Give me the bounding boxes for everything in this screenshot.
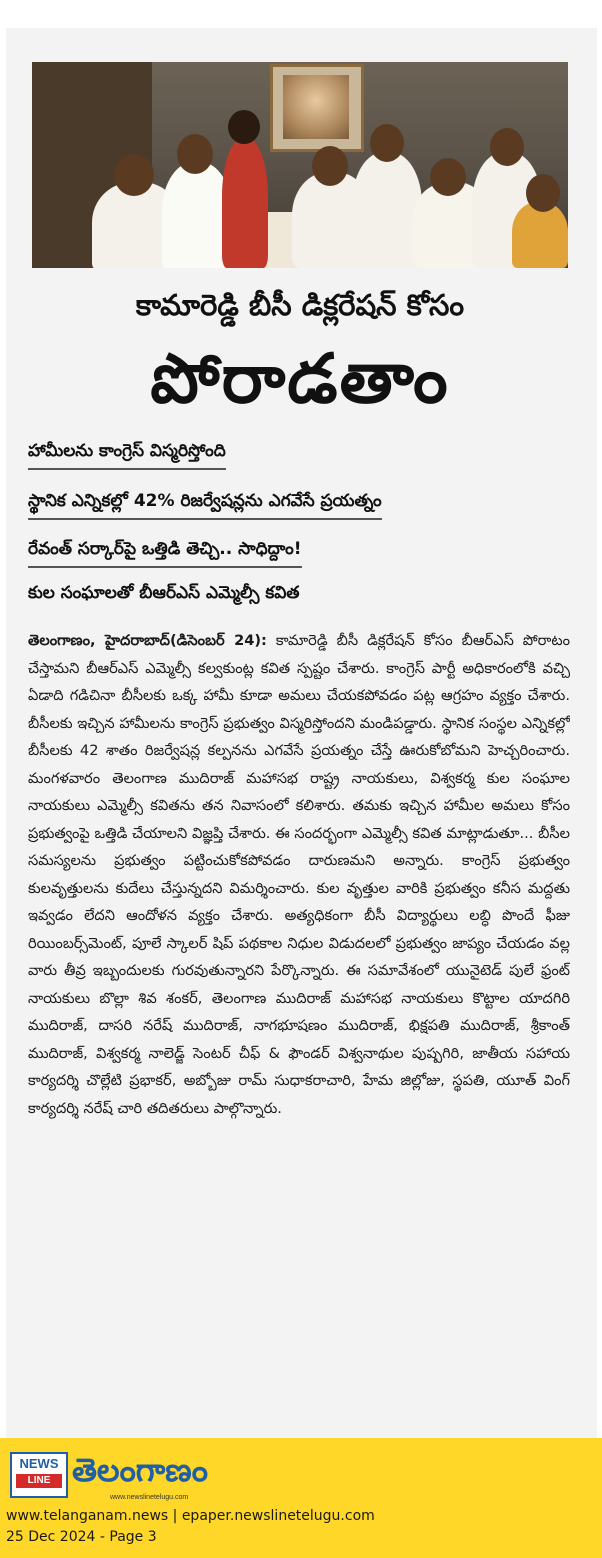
photo-person-head — [490, 128, 524, 166]
footer-date-page: 25 Dec 2024 - Page 3 — [6, 1529, 157, 1545]
photo-person — [512, 202, 568, 268]
photo-person-head — [177, 134, 213, 174]
photo-person-head — [430, 158, 466, 196]
footer-links[interactable]: www.telanganam.news | epaper.newslinetelugu.com — [6, 1508, 375, 1524]
logo-line-text: LINE — [16, 1474, 62, 1488]
headline-top: కామారెడ్డి బీసీ డిక్లరేషన్ కోసం — [135, 288, 465, 322]
headline-main: పోరాడతాం — [150, 340, 450, 419]
photo-person-head — [312, 146, 348, 186]
logo-news-text: NEWS — [19, 1456, 59, 1471]
subheadline-1: హామీలను కాంగ్రెస్ విస్మరిస్తోంది — [28, 434, 226, 470]
brand-url: www.newslinetelugu.com — [110, 1494, 189, 1501]
photo-person-head — [228, 110, 260, 144]
article-body — [28, 627, 570, 1417]
photo-person-head — [526, 174, 560, 212]
newsline-logo — [10, 1452, 68, 1498]
article-body-text: కామారెడ్డి బీసీ డిక్లరేషన్ కోసం బీఆర్ఎస్ పోరాటం చేస్తామని బీఆర్ఎస్ ఎమ్మెల్సీ కల్వకుంట్ల కవిత స్పష్టం చేశారు. కాంగ్రెస్ పార్టీ అధికారంలోకి వచ్చి ఏడాది గడిచినా బీసీలకు ఒక్క హామీ కూడా అమలు చేయకపోవడం పట్ల ఆగ్రహం వ్యక్తం చేశారు. బీసీలకు ఇచ్చిన హామీలను కాంగ్రెస్ ప్రభుత్వం విస్మరిస్తోందని మండిపడ్డారు. స్థానిక సంస్థల ఎన్నికల్లో బీసీలకు 42 శాతం రిజర్వేషన్ల కల్పనను ఎగవేసే ప్రయత్నం చేస్తే ఊరుకోబోమని హెచ్చరించారు. మంగళవారం తెలంగాణ ముదిరాజ్ మహాసభ రాష్ట్ర నాయకులు, విశ్వకర్మ కుల సంఘాల నాయకులు ఎమ్మెల్సీ కవితను తన నివాసంలో కలిశారు. తమకు ఇచ్చిన హామీల అమలు కోసం ప్రభుత్వంపై ఒత్తిడి చేయాలని విజ్ఞప్తి చేశారు. ఈ సందర్భంగా ఎమ్మెల్సీ కవిత మాట్లాడుతూ... బీసీల సమస్యలను ప్రభుత్వం పట్టించుకోకపోవడం దారుణమని అన్నారు. కాంగ్రెస్ ప్రభుత్వం కులవృత్తులను కుదేలు చేస్తున్నదని విమర్శించారు. కుల వృత్తుల వారికి ప్రభుత్వం కనీస మద్దతు ఇవ్వడం లేదని ఆందోళన వ్యక్తం చేశారు. అత్యధికంగా బీసీ విద్యార్థులు లబ్ధి పొందే ఫీజు రియింబర్స్‌మెంట్, పూలే స్కాలర్ షిప్ పథకాల నిధుల విడుదలలో ప్రభుత్వం జాప్యం చేయడం వల్ల వారు తీవ్ర ఇబ్బందులకు గురవుతున్నారని పేర్కొన్నారు. ఈ సమావేశంలో యునైటెడ్ పులే ఫ్రంట్ నాయకులు బొల్లా శివ శంకర్, తెలంగాణ ముదిరాజ్ మహాసభ నాయకులు కొట్టాల యాదగిరి ముదిరాజ్, దాసరి నరేష్ ముదిరాజ్, నాగభూషణం ముదిరాజ్, భిక్షపతి ముదిరాజ్, శ్రీకాంత్ ముదిరాజ్, విశ్వకర్మ నాలెడ్జ్ సెంటర్ చీఫ్ & ఫౌండర్ విశ్వనాథుల పుష్పగిరి, జాతీయ సహాయ కార్యదర్శి చొల్లేటి ప్రభాకర్, అబ్బోజు రామ్ సుధాకరాచారి, హేమ జిల్లోజు, స్థపతి, యూత్ వింగ్ కార్యదర్శి నరేష్ చారి తదితరులు పాల్గొన్నారు. — [28, 632, 570, 1117]
article-dateline: తెలంగాణం, హైదరాబాద్(డిసెంబర్ 24): — [28, 632, 267, 649]
photo-person-head — [114, 154, 154, 196]
photo-wall-portrait — [270, 64, 364, 152]
subheadline-3: రేవంత్ సర్కార్‌పై ఒత్తిడి తెచ్చి.. సాధిద్దాం! — [28, 532, 302, 568]
brand-name: తెలంగాణం — [72, 1451, 208, 1489]
article-photo — [32, 62, 568, 268]
photo-person-standing — [222, 138, 268, 268]
footer-bar — [0, 1438, 602, 1558]
subheadline-4: కుల సంఘాలతో బీఆర్ఎస్ ఎమ్మెల్సీ కవిత — [28, 583, 300, 603]
subheadline-2: స్థానిక ఎన్నికల్లో 42% రిజర్వేషన్లను ఎగవేసే ప్రయత్నం — [28, 484, 382, 520]
photo-person-head — [370, 124, 404, 162]
